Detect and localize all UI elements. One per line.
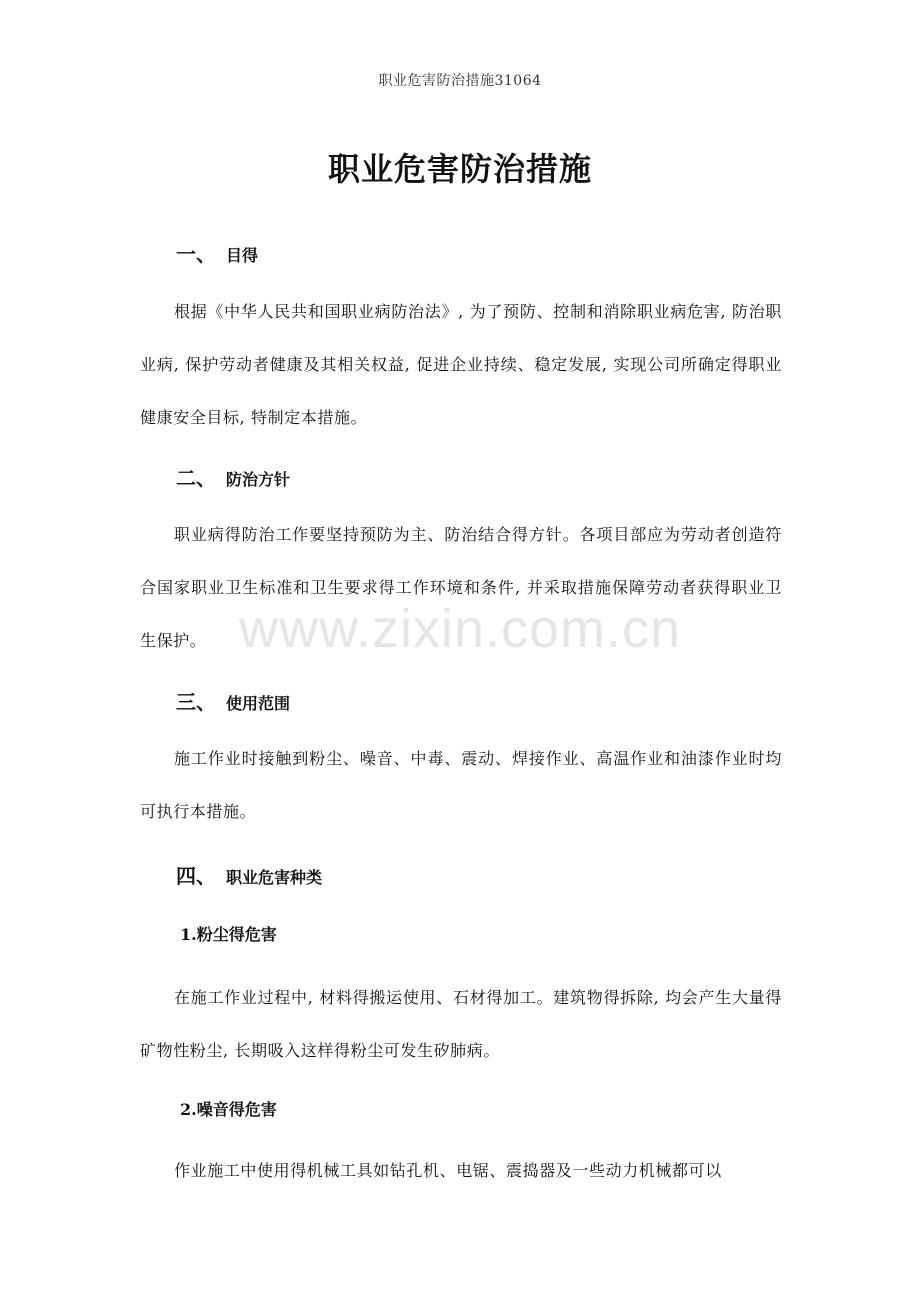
section-title: 目得: [226, 246, 259, 265]
document-title: 职业危害防治措施: [327, 150, 592, 188]
section-number: 一: [176, 242, 196, 266]
section-separator: 、: [196, 690, 216, 714]
section-number: 二: [176, 466, 196, 490]
subsection-paragraph-noise: 作业施工中使用得机械工具如钻孔机、电锯、震捣器及一些动力机械都可以: [174, 1161, 722, 1180]
subsection-heading-dust: 1.粉尘得危害: [180, 925, 277, 944]
section-number: 四: [176, 864, 196, 888]
section-paragraph-policy: 职业病得防治工作要坚持预防为主、防治结合得方针。各项目部应为劳动者创造符合国家职业卫生标准和卫生要求得工作环境和条件, 并采取措施保障劳动者获得职业卫生保护。: [140, 525, 782, 650]
watermark: www.zixin.com.cn: [238, 599, 682, 659]
section-separator: 、: [196, 466, 216, 490]
section-separator: 、: [196, 864, 216, 888]
section-heading-scope: [176, 686, 290, 715]
subsection-heading-noise: 2.噪音得危害: [180, 1100, 277, 1119]
running-header: 职业危害防治措施31064: [378, 73, 542, 89]
section-heading-policy: [176, 462, 290, 491]
section-heading-purpose: [176, 238, 258, 267]
section-separator: 、: [196, 242, 216, 266]
section-paragraph-scope: 施工作业时接触到粉尘、噪音、中毒、震动、焊接作业、高温作业和油漆作业时均可执行本措施。: [140, 749, 782, 821]
section-title: 使用范围: [226, 694, 291, 713]
subsection-paragraph-dust: 在施工作业过程中, 材料得搬运使用、石材得加工。建筑物得拆除, 均会产生大量得矿物性粉尘, 长期吸入这样得粉尘可发生矽肺病。: [140, 988, 782, 1060]
section-number: 三: [176, 690, 196, 714]
section-title: 职业危害种类: [226, 868, 323, 887]
section-title: 防治方针: [226, 470, 291, 489]
section-heading-hazard-types: [176, 860, 322, 889]
section-paragraph-purpose: 根据《中华人民共和国职业病防治法》, 为了预防、控制和消除职业病危害, 防治职业病, 保护劳动者健康及其相关权益, 促进企业持续、稳定发展, 实现公司所确定得职业健康安全目标, 特制定本措施。: [140, 302, 782, 427]
